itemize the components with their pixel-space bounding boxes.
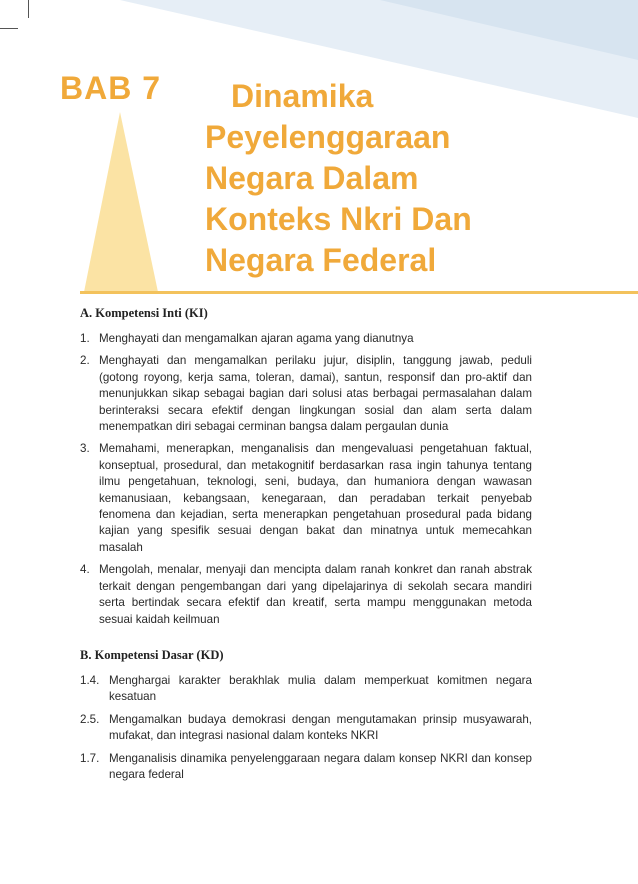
chapter-title-line: Peyelenggaraan bbox=[205, 119, 451, 155]
chapter-title bbox=[205, 76, 625, 281]
item-text: Mengamalkan budaya demokrasi dengan mengutamakan prinsip musyawarah, mufakat, dan integrasi nasional dalam konteks NKRI bbox=[109, 712, 532, 743]
item-number: 1. bbox=[80, 332, 90, 345]
chapter-title-line: Negara Dalam bbox=[205, 160, 419, 196]
title-underline bbox=[80, 291, 638, 294]
item-text: Menghargai karakter berakhlak mulia dalam memperkuat komitmen negara kesatuan bbox=[109, 673, 532, 704]
list-item bbox=[80, 331, 532, 347]
chapter-label: BAB 7 bbox=[60, 70, 162, 106]
item-text: Mengolah, menalar, menyaji dan mencipta dalam ranah konkret dan ranah abstrak terkait dengan pengembangan dari yang dipelajarinya di sekolah secara mandiri serta bertindak secara efektif dan kreatif, serta mampu menggunakan metoda sesuai kaidah keilmuan bbox=[99, 563, 532, 626]
section-heading-ki: A. Kompetensi Inti (KI) bbox=[80, 306, 208, 320]
main-content bbox=[80, 306, 532, 789]
list-item bbox=[80, 751, 532, 784]
item-number: 2.5. bbox=[80, 712, 100, 726]
item-text: Menghayati dan mengamalkan perilaku jujur, disiplin, tanggung jawab, peduli (gotong royong, kerja sama, toleran, damai), santun, responsif dan pro-aktif dan menunjukkan sikap sebagai bagian dari solusi atas berbagai permasalahan dalam berinteraksi secara efektif dengan lingkungan sosial dan alam serta dalam menempatkan diri sebagai cerminan bangsa dalam pergaulan dunia bbox=[99, 354, 532, 434]
list-item bbox=[80, 673, 532, 706]
chapter-title-line: Dinamika bbox=[231, 78, 374, 114]
list-item bbox=[80, 712, 532, 745]
item-number: 1.7. bbox=[80, 751, 100, 765]
list-item bbox=[80, 353, 532, 435]
item-text: Menganalisis dinamika penyelenggaraan negara dalam konsep NKRI dan konsep negara federal bbox=[109, 751, 532, 781]
item-number: 2. bbox=[80, 354, 90, 368]
item-number: 1.4. bbox=[80, 673, 100, 687]
item-text: Memahami, menerapkan, menganalisis dan mengevaluasi pengetahuan faktual, konseptual, prosedural, dan metakognitif berdasarkan rasa ingin tahunya tentang ilmu pengetahuan, teknologi, seni, budaya, dan humaniora dengan wawasan kemanusiaan, kebangsaan, kenegaraan, dan peradaban terkait penyebab fenomena dan kejadian, serta menerapkan pengetahuan prosedural pada bidang kajian yang spesifik sesuai dengan bakat dan minatnya untuk memecahkan masalah bbox=[99, 442, 532, 554]
item-number: 3. bbox=[80, 442, 90, 456]
list-item bbox=[80, 441, 532, 556]
chapter-title-line: Konteks Nkri Dan bbox=[205, 201, 472, 237]
list-item bbox=[80, 562, 532, 628]
chapter-title-line: Negara Federal bbox=[205, 242, 437, 278]
item-number: 4. bbox=[80, 563, 90, 577]
item-text: Menghayati dan mengamalkan ajaran agama yang dianutnya bbox=[99, 332, 414, 345]
spike-shape bbox=[84, 112, 158, 292]
section-heading-kd: B. Kompetensi Dasar (KD) bbox=[80, 647, 224, 662]
